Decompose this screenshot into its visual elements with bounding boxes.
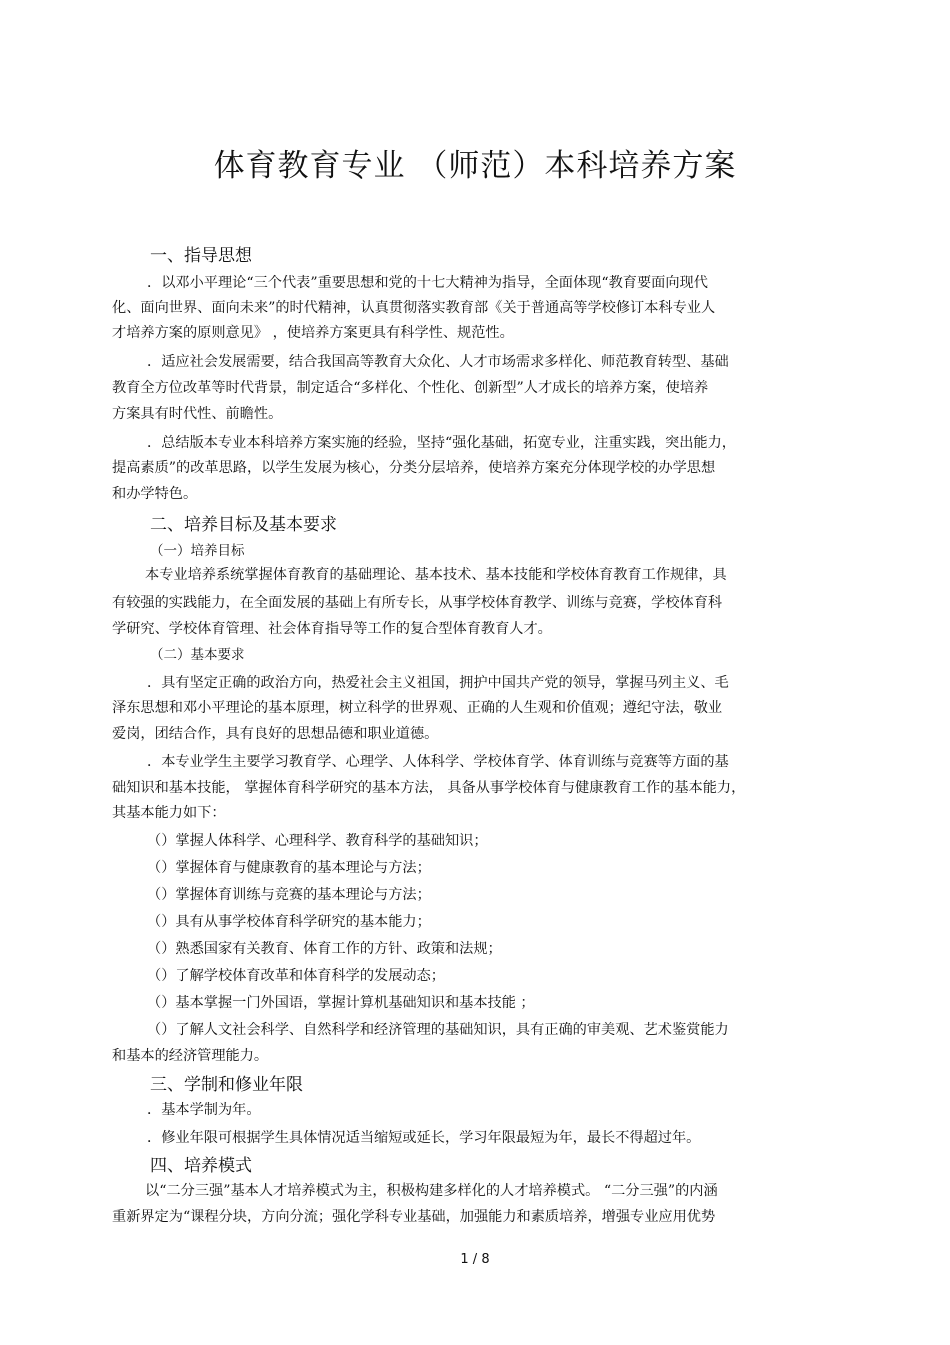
- paragraph-line: ．具有坚定正确的政治方向，热爱社会主义祖国，拥护中国共产党的领导，掌握马列主义、毛: [147, 675, 729, 691]
- paragraph-line: 以“二分三强”基本人才培养模式为主，积极构建多样化的人才培养模式。 “二分三强”的内涵: [145, 1183, 718, 1199]
- ability-item: （）掌握人体科学、心理科学、教育科学的基础知识；: [147, 833, 488, 849]
- section-heading-3: 三、学制和修业年限: [150, 1075, 303, 1095]
- paragraph-line: 爱岗，团结合作，具有良好的思想品德和职业道德。: [112, 726, 439, 742]
- paragraph-line: 方案具有时代性、前瞻性。: [112, 406, 283, 422]
- paragraph-line: 本专业培养系统掌握体育教育的基础理论、基本技术、基本技能和学校体育教育工作规律，具: [145, 567, 727, 583]
- ability-item: （）掌握体育训练与竞赛的基本理论与方法；: [147, 887, 431, 903]
- paragraph-line: 其基本能力如下：: [112, 805, 226, 821]
- paragraph-line: 提高素质”的改革思路，以学生发展为核心，分类分层培养，使培养方案充分体现学校的办学思想: [112, 460, 716, 476]
- subsection-heading: （一）培养目标: [150, 543, 245, 559]
- ability-item: （）基本掌握一门外国语，掌握计算机基础知识和基本技能 ；: [147, 995, 535, 1011]
- ability-item: （）了解人文社会科学、自然科学和经济管理的基础知识，具有正确的审美观、艺术鉴赏能力: [147, 1022, 729, 1038]
- subsection-heading: （二）基本要求: [150, 647, 245, 663]
- page-number: 1 / 8: [460, 1252, 490, 1267]
- paragraph-line: 泽东思想和邓小平理论的基本原理，树立科学的世界观、正确的人生观和价值观；遵纪守法，敬业: [112, 700, 723, 716]
- paragraph-line: 教育全方位改革等时代背景，制定适合“多样化、个性化、创新型”人才成长的培养方案，使培养: [112, 380, 709, 396]
- paragraph-line: 础知识和基本技能， 掌握体育科学研究的基本方法， 具备从事学校体育与健康教育工作的基本能力，: [112, 780, 746, 796]
- paragraph-line: ．基本学制为年。: [147, 1102, 261, 1118]
- paragraph-line: 和基本的经济管理能力。: [112, 1048, 269, 1064]
- paragraph-line: ．修业年限可根据学生具体情况适当缩短或延长，学习年限最短为年，最长不得超过年。: [147, 1130, 701, 1146]
- document-title: 体育教育专业 （师范）本科培养方案: [213, 148, 737, 184]
- paragraph-line: ．以邓小平理论“三个代表”重要思想和党的十七大精神为指导，全面体现“教育要面向现代: [147, 275, 708, 291]
- paragraph-line: ．本专业学生主要学习教育学、心理学、人体科学、学校体育学、体育训练与竞赛等方面的基: [147, 754, 729, 770]
- paragraph-line: 有较强的实践能力，在全面发展的基础上有所专长，从事学校体育教学、训练与竞赛，学校体育科: [112, 595, 723, 611]
- paragraph-line: 学研究、学校体育管理、社会体育指导等工作的复合型体育教育人才。: [112, 621, 552, 637]
- section-heading-1: 一、指导思想: [150, 246, 252, 266]
- section-heading-4: 四、培养模式: [150, 1156, 252, 1176]
- ability-item: （）掌握体育与健康教育的基本理论与方法；: [147, 860, 431, 876]
- section-heading-2: 二、培养目标及基本要求: [150, 515, 337, 535]
- paragraph-line: 重新界定为“课程分块，方向分流；强化学科专业基础，加强能力和素质培养，增强专业应用优势: [112, 1209, 716, 1225]
- paragraph-line: ．适应社会发展需要，结合我国高等教育大众化、人才市场需求多样化、师范教育转型、基础: [147, 354, 729, 370]
- paragraph-line: 和办学特色。: [112, 486, 198, 502]
- ability-item: （）具有从事学校体育科学研究的基本能力；: [147, 914, 431, 930]
- ability-item: （）熟悉国家有关教育、体育工作的方针、政策和法规；: [147, 941, 502, 957]
- ability-item: （）了解学校体育改革和体育科学的发展动态；: [147, 968, 445, 984]
- paragraph-line: 化、面向世界、面向未来”的时代精神，认真贯彻落实教育部《关于普通高等学校修订本科专业人: [112, 300, 716, 316]
- paragraph-line: ．总结版本专业本科培养方案实施的经验，坚持“强化基础，拓宽专业，注重实践，突出能力，: [147, 435, 736, 451]
- paragraph-line: 才培养方案的原则意见》 ，使培养方案更具有科学性、规范性。: [112, 325, 514, 341]
